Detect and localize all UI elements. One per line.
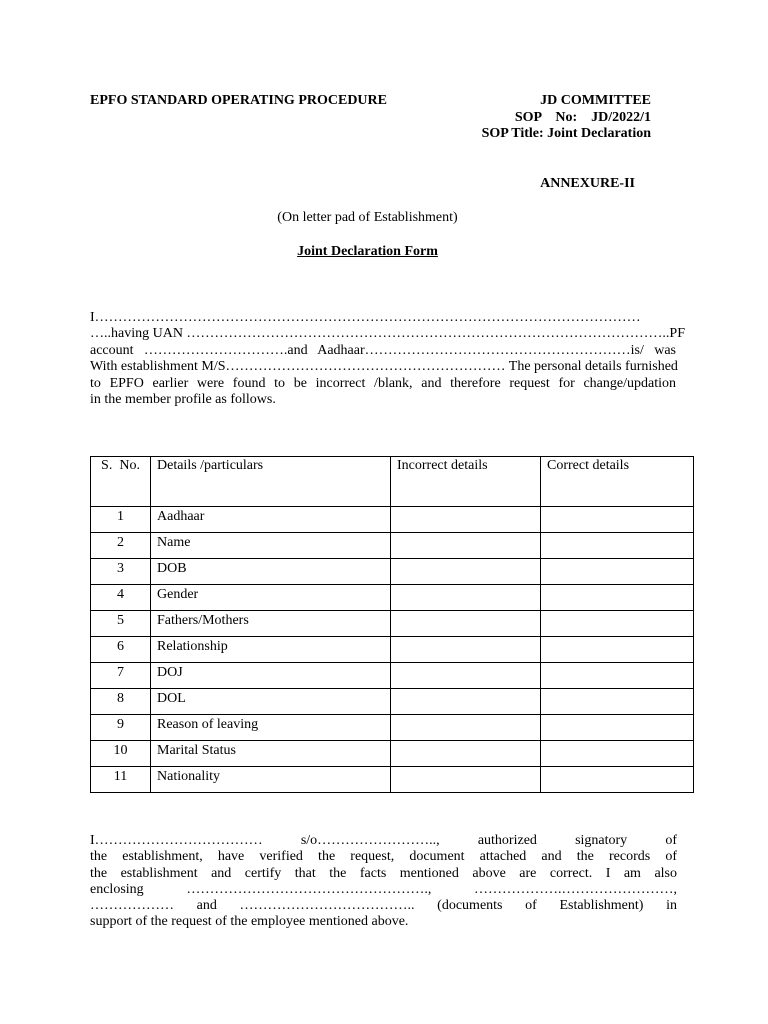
column-header-details: Details /particulars: [151, 457, 391, 507]
table-row: [91, 585, 694, 611]
row-detail-label: Gender: [151, 585, 391, 611]
table-body: [91, 507, 694, 793]
row-correct-details-field[interactable]: [541, 637, 694, 663]
row-incorrect-details-field[interactable]: [391, 585, 541, 611]
row-serial-number: 9: [91, 715, 151, 741]
declaration-line: I………………………………………………………………………………………………………: [90, 310, 641, 325]
table-row: [91, 689, 694, 715]
row-detail-label: DOB: [151, 559, 391, 585]
row-incorrect-details-field[interactable]: [391, 715, 541, 741]
column-header-sno: S. No.: [91, 457, 151, 507]
row-serial-number: 4: [91, 585, 151, 611]
declaration-line: With establishment M/S…………………………………………………… The personal details furnished: [90, 359, 678, 375]
table-row: [91, 663, 694, 689]
row-correct-details-field[interactable]: [541, 767, 694, 793]
row-incorrect-details-field[interactable]: [391, 507, 541, 533]
column-header-incorrect: Incorrect details: [391, 457, 541, 507]
row-serial-number: 5: [91, 611, 151, 637]
row-correct-details-field[interactable]: [541, 585, 694, 611]
sop-title: SOP Title: Joint Declaration: [481, 126, 651, 142]
row-correct-details-field[interactable]: [541, 559, 694, 585]
details-table: [90, 456, 694, 793]
row-incorrect-details-field[interactable]: [391, 559, 541, 585]
certification-line: the establishment and certify that the facts mentioned above are correct. I am also: [90, 865, 677, 881]
row-incorrect-details-field[interactable]: [391, 611, 541, 637]
row-detail-label: Name: [151, 533, 391, 559]
row-detail-label: DOL: [151, 689, 391, 715]
row-correct-details-field[interactable]: [541, 533, 694, 559]
row-serial-number: 8: [91, 689, 151, 715]
row-detail-label: Reason of leaving: [151, 715, 391, 741]
row-correct-details-field[interactable]: [541, 611, 694, 637]
letterpad-note: (On letter pad of Establishment): [277, 210, 458, 225]
row-detail-label: Relationship: [151, 637, 391, 663]
table-row: [91, 533, 694, 559]
committee-name: JD COMMITTEE: [540, 93, 651, 108]
sop-info-block: [482, 93, 651, 143]
certification-line: the establishment, have verified the request, document attached and the records of: [90, 849, 677, 865]
row-correct-details-field[interactable]: [541, 689, 694, 715]
row-detail-label: Marital Status: [151, 741, 391, 767]
sop-number: SOP No: JD/2022/1: [514, 109, 651, 125]
row-incorrect-details-field[interactable]: [391, 689, 541, 715]
table-row: [91, 559, 694, 585]
row-incorrect-details-field[interactable]: [391, 533, 541, 559]
row-serial-number: 3: [91, 559, 151, 585]
row-detail-label: DOJ: [151, 663, 391, 689]
table-row: [91, 767, 694, 793]
certification-line: enclosing ……………………………………………., ……………….……………………,: [90, 881, 677, 897]
form-title: Joint Declaration Form: [297, 244, 438, 259]
document-header-title: EPFO STANDARD OPERATING PROCEDURE: [90, 93, 387, 108]
declaration-line: in the member profile as follows.: [90, 392, 276, 408]
row-serial-number: 7: [91, 663, 151, 689]
certification-paragraph: [90, 833, 677, 931]
declaration-paragraph: [90, 310, 686, 408]
row-detail-label: Nationality: [151, 767, 391, 793]
row-detail-label: Fathers/Mothers: [151, 611, 391, 637]
table-header-row: [91, 457, 694, 507]
table-row: [91, 507, 694, 533]
certification-line: support of the request of the employee mentioned above.: [90, 914, 409, 930]
table-row: [91, 741, 694, 767]
row-serial-number: 10: [91, 741, 151, 767]
certification-line: I……………………………… s/o…………………….., authorized signatory of: [90, 833, 677, 848]
table-row: [91, 715, 694, 741]
row-serial-number: 6: [91, 637, 151, 663]
certification-line: ……………… and ……………………………….. (documents of Establishment) in: [90, 898, 677, 914]
row-serial-number: 11: [91, 767, 151, 793]
table-row: [91, 637, 694, 663]
row-incorrect-details-field[interactable]: [391, 637, 541, 663]
row-detail-label: Aadhaar: [151, 507, 391, 533]
row-incorrect-details-field[interactable]: [391, 663, 541, 689]
row-correct-details-field[interactable]: [541, 715, 694, 741]
table-row: [91, 611, 694, 637]
row-incorrect-details-field[interactable]: [391, 767, 541, 793]
row-correct-details-field[interactable]: [541, 507, 694, 533]
declaration-line: account ………………………….and Aadhaar…………………………………………………is/ was: [90, 342, 676, 358]
row-correct-details-field[interactable]: [541, 663, 694, 689]
row-correct-details-field[interactable]: [541, 741, 694, 767]
row-serial-number: 2: [91, 533, 151, 559]
declaration-line: to EPFO earlier were found to be incorrect /blank, and therefore request for change/updation: [90, 375, 676, 391]
row-incorrect-details-field[interactable]: [391, 741, 541, 767]
row-serial-number: 1: [91, 507, 151, 533]
declaration-line: …..having UAN …………………………………………………………………………………………..PF: [90, 326, 686, 342]
annexure-label: ANNEXURE-II: [540, 176, 635, 191]
column-header-correct: Correct details: [541, 457, 694, 507]
